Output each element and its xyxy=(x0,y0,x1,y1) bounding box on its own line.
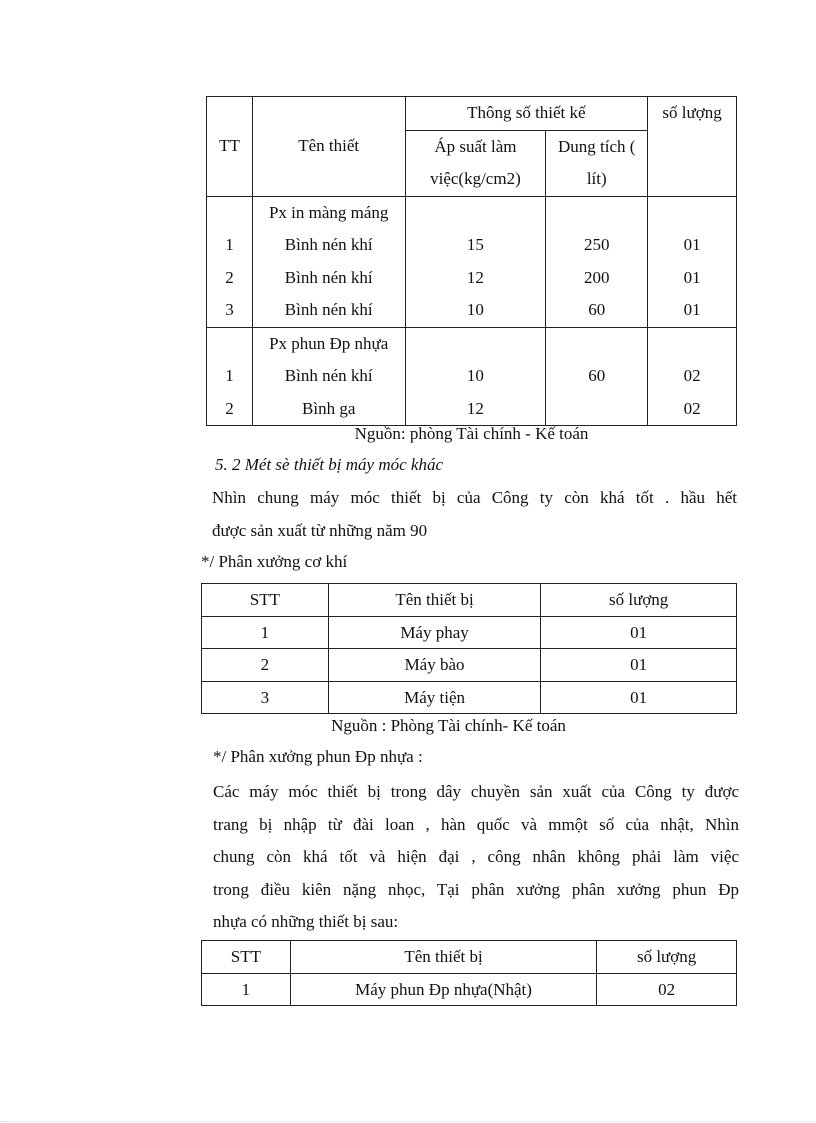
cell-qty: 01 xyxy=(648,229,737,262)
cell-stt: 1 xyxy=(202,616,329,649)
table-row xyxy=(207,262,737,295)
table-header-row xyxy=(202,584,737,617)
cell-stt: 1 xyxy=(202,973,291,1006)
table-row xyxy=(202,681,737,714)
paragraph-line: được sản xuất từ những năm 90 xyxy=(212,520,428,540)
group-row xyxy=(207,196,737,229)
table2-source: Nguồn : Phòng Tài chính- Kế toán xyxy=(331,716,566,735)
cell-tt: 3 xyxy=(207,294,253,327)
section-heading: 5. 2 Mét sè thiết bị máy móc khác xyxy=(215,455,444,474)
table-header-row xyxy=(202,941,737,974)
paragraph-2 xyxy=(213,776,739,939)
cell-pressure: 12 xyxy=(405,262,546,295)
paragraph-line: trong điều kiên nặng nhọc, Tại phân xưởng phân xưởng phun Đp xyxy=(213,879,739,899)
table-row xyxy=(202,649,737,682)
table-row xyxy=(207,229,737,262)
cell-capacity: 250 xyxy=(546,229,648,262)
paragraph-line: chung còn khá tốt và hiện đại , công nhân không phải làm việc xyxy=(213,847,739,866)
paragraph-line: nhựa có những thiết bị sau: xyxy=(213,912,399,931)
header-qty: số lượng xyxy=(541,584,737,617)
cell-tt: 2 xyxy=(207,393,253,426)
paragraph-line: Nhìn chung máy móc thiết bị của Công ty còn khá tốt . hầu hết xyxy=(212,488,737,507)
cell-name: Bình ga xyxy=(252,393,405,426)
equipment-specs-table xyxy=(206,96,737,426)
plastic-equipment-table xyxy=(201,940,737,1006)
cell-pressure: 10 xyxy=(405,294,546,327)
header-stt: STT xyxy=(202,584,329,617)
cell-tt: 2 xyxy=(207,262,253,295)
paragraph-line: trang bị nhập từ đài loan , hàn quốc và mmột số của nhật, Nhìn xyxy=(213,814,739,834)
cell-capacity: 60 xyxy=(546,294,648,327)
header-capacity: Dung tích ( lít) xyxy=(546,130,648,196)
cell-stt: 2 xyxy=(202,649,329,682)
cell-name: Bình nén khí xyxy=(252,360,405,393)
header-name: Tên thiết bị xyxy=(290,941,596,974)
paragraph-1 xyxy=(212,482,737,547)
page-bottom-divider xyxy=(0,1121,816,1122)
cell-pressure: 10 xyxy=(405,360,546,393)
cell-pressure: 12 xyxy=(405,393,546,426)
cell-name: Máy phun Đp nhựa(Nhật) xyxy=(290,973,596,1006)
mechanical-equipment-table xyxy=(201,583,737,714)
table-row xyxy=(207,294,737,327)
subheading-plastic: */ Phân xưởng phun Đp nhựa : xyxy=(213,747,423,766)
table-row xyxy=(207,360,737,393)
cell-tt: 1 xyxy=(207,360,253,393)
header-qty: số lượng xyxy=(597,941,737,974)
cell-tt: 1 xyxy=(207,229,253,262)
cell-name: Bình nén khí xyxy=(252,262,405,295)
cell-qty: 01 xyxy=(541,649,737,682)
header-quantity: số lượng xyxy=(648,97,737,197)
cell-qty: 01 xyxy=(648,294,737,327)
group-row xyxy=(207,327,737,360)
cell-name: Máy bào xyxy=(328,649,541,682)
subheading-mechanical: */ Phân xưởng cơ khí xyxy=(201,552,348,571)
cell-qty: 02 xyxy=(597,973,737,1006)
cell-capacity: 200 xyxy=(546,262,648,295)
table1-source: Nguồn: phòng Tài chính - Kế toán xyxy=(354,424,589,443)
cell-capacity: 60 xyxy=(546,360,648,393)
cell-name: Bình nén khí xyxy=(252,229,405,262)
header-design-specs: Thông số thiết kế xyxy=(405,97,648,131)
header-tt: TT xyxy=(207,97,253,197)
cell-name: Bình nén khí xyxy=(252,294,405,327)
table-row xyxy=(202,973,737,1006)
group-title: Px in màng máng xyxy=(252,196,405,229)
cell-pressure: 15 xyxy=(405,229,546,262)
header-stt: STT xyxy=(202,941,291,974)
header-pressure: Áp suất làm việc(kg/cm2) xyxy=(405,130,546,196)
cell-qty: 02 xyxy=(648,360,737,393)
cell-name: Máy tiện xyxy=(328,681,541,714)
cell-name: Máy phay xyxy=(328,616,541,649)
header-name: Tên thiết xyxy=(252,97,405,197)
paragraph-line: Các máy móc thiết bị trong dây chuyền sản xuất của Công ty được xyxy=(213,782,739,801)
group-title: Px phun Đp nhựa xyxy=(252,327,405,360)
cell-stt: 3 xyxy=(202,681,329,714)
cell-qty: 01 xyxy=(541,616,737,649)
cell-qty: 01 xyxy=(648,262,737,295)
cell-qty: 02 xyxy=(648,393,737,426)
header-name: Tên thiết bị xyxy=(328,584,541,617)
table-row xyxy=(202,616,737,649)
cell-qty: 01 xyxy=(541,681,737,714)
